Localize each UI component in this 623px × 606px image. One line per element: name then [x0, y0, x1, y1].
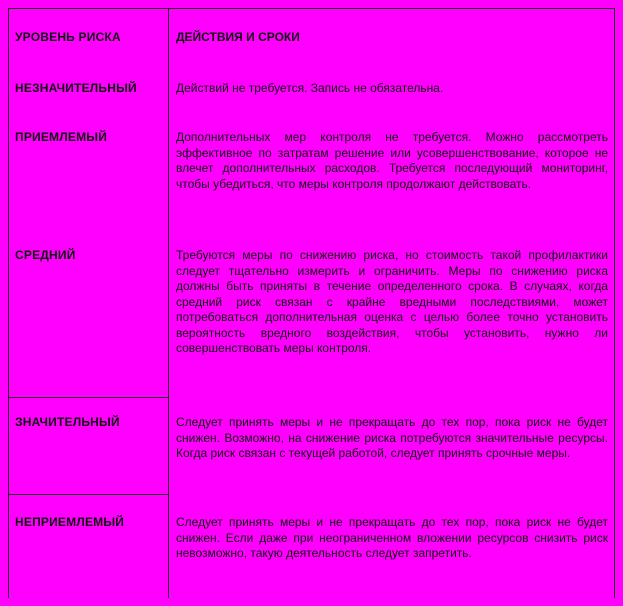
row-level-insignificant: НЕЗНАЧИТЕЛЬНЫЙ [15, 81, 137, 95]
row-action-significant: Следует принять меры и не прекращать до тех пор, пока риск не будет снижен. Возможно, на снижение риска потребуются значительные ресурсы. Когда риск связан с текущей работой, следует принять срочные меры. [176, 415, 608, 460]
row-action-insignificant: Действий не требуется. Запись не обязательна. [176, 81, 444, 95]
row-level-unacceptable: НЕПРИЕМЛЕМЫЙ [15, 515, 125, 529]
row-divider [8, 494, 168, 495]
table-top-border [8, 8, 615, 9]
header-level: УРОВЕНЬ РИСКА [15, 30, 121, 44]
row-level-significant: ЗНАЧИТЕЛЬНЫЙ [15, 415, 120, 429]
table-right-border [614, 8, 615, 598]
row-action-unacceptable: Следует принять меры и не прекращать до тех пор, пока риск не будет снижен. Если даже при неограниченном вложении ресурсов снизить риск невозможно, такую деятельность следует запретить. [176, 515, 608, 560]
table-column-divider [168, 8, 169, 598]
row-action-medium: Требуются меры по снижению риска, но стоимость такой профилактики следует тщательно измерить и ограничить. Меры по снижению риска должны быть приняты в течение определенного срока. В случаях, когда средний риск связан с крайне вредными последствиями, может потребоваться дополнительная оценка с целью более точно установить вероятность вредного воздействия, чтобы установить, нужно ли совершенствовать меры контроля. [176, 248, 608, 355]
row-level-acceptable: ПРИЕМЛЕМЫЙ [15, 130, 108, 144]
header-action: ДЕЙСТВИЯ И СРОКИ [176, 30, 300, 44]
table-left-border [8, 8, 9, 598]
row-level-medium: СРЕДНИЙ [15, 248, 76, 262]
row-action-acceptable: Дополнительных мер контроля не требуется. Можно рассмотреть эффективное по затратам решение или усовершенствование, которое не влечет дополнительных расходов. Требуется последующий мониторинг, чтобы убедиться, что меры контроля продолжают действовать. [176, 130, 608, 191]
row-divider [8, 397, 168, 398]
